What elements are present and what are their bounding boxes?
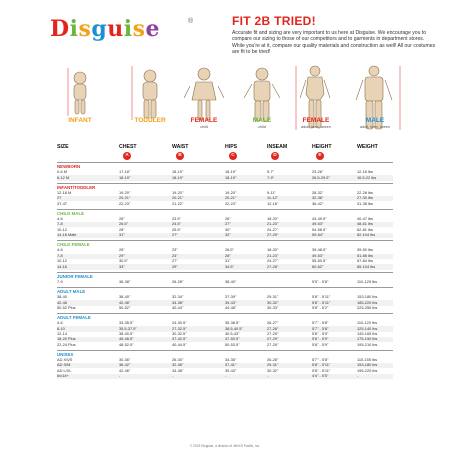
section-title: NEWBORN	[57, 164, 81, 169]
figure-sublabel: adult, teen, tween	[360, 124, 390, 129]
size-cell: 7-9	[57, 278, 63, 284]
measurement-cell: -	[119, 373, 121, 379]
measurement-cell: 20-21"	[172, 195, 184, 201]
measurement-cell: 35-38.5"	[225, 320, 240, 326]
measurement-cell: 153-180 lbs	[357, 294, 378, 300]
column-header: HIPS	[225, 144, 238, 150]
size-cell: 4-6	[57, 320, 63, 326]
measurement-cell: 26"	[119, 216, 125, 222]
size-cell: 50-52 Plus	[57, 304, 76, 310]
figure-label-text: FEMALE	[302, 117, 330, 124]
figure-label-text: MALE	[365, 117, 385, 124]
measurement-cell: 27-29"	[267, 330, 279, 336]
measurement-cell: 27-29"	[267, 232, 279, 238]
measurement-cell: 37-41"	[225, 362, 237, 368]
measurement-cell: 36-42"	[312, 200, 324, 206]
measurement-cell: 27-28"	[267, 325, 279, 331]
section-divider	[57, 287, 393, 288]
measurement-cell: 38.5-40.5"	[225, 325, 243, 331]
measurement-cell: 39-43"	[225, 299, 237, 305]
measurement-cell: 38-42"	[119, 362, 131, 368]
measurement-badge: E	[316, 152, 324, 160]
measurement-cell: 22-23"	[119, 200, 131, 206]
column-header: INSEAM	[267, 144, 288, 150]
infant-figure	[68, 68, 86, 116]
measurement-cell: 44-48"	[225, 304, 237, 310]
figure-label-text: MALE	[252, 117, 272, 124]
measurement-cell: 49-53"	[312, 221, 324, 227]
measurement-cell: 43-49.5"	[312, 216, 327, 222]
measurement-cell: 49-53"	[312, 252, 324, 258]
measurement-cell: 21-23"	[267, 252, 279, 258]
measurement-cell: 32-34"	[172, 294, 184, 300]
toddler-figure	[132, 66, 157, 120]
figure-label-text: INFANT	[68, 117, 92, 124]
measurement-cell: 54-58.5"	[312, 226, 327, 232]
size-cell: 8-10	[57, 325, 65, 331]
footer-copyright: © 2019 Disguise, a division of JAKKS Pacific, Inc.	[189, 444, 261, 448]
measurement-cell: 40-47 lbs	[357, 216, 374, 222]
measurement-cell: 7-9"	[267, 174, 275, 180]
measurement-cell: 28-32"	[312, 190, 324, 195]
measurement-cell: 18-19"	[172, 174, 184, 180]
measurement-cell: 48-61 lbs	[357, 221, 374, 227]
measurement-cell: 27-28"	[267, 263, 279, 269]
measurement-cell: 145-165 lbs	[357, 330, 378, 336]
measurement-cell: -	[172, 373, 174, 379]
section-divider	[57, 209, 393, 210]
size-cell: AD XS/S	[57, 357, 73, 362]
figure-sublabel: adult, teen, tween	[301, 124, 331, 129]
measurement-cell: 36-38"	[119, 278, 131, 284]
measurement-cell: 30.5"	[119, 258, 128, 264]
column-header: CHEST	[119, 144, 137, 150]
measurement-cell: 24.5"	[172, 221, 181, 227]
measurement-cell: 175-190 lbs	[357, 336, 378, 342]
measurement-cell: 24"	[172, 252, 178, 258]
measurement-cell: 39-50 lbs	[357, 247, 374, 253]
measurement-cell: 45-48.5"	[119, 336, 134, 342]
size-cell: 7-8	[57, 252, 63, 258]
measurement-cell: 33-35.5"	[119, 320, 134, 326]
figure-label	[120, 118, 180, 125]
measurement-cell: 33"	[119, 263, 125, 269]
section-divider	[57, 350, 393, 351]
measurement-cell: 32-36"	[172, 362, 184, 368]
size-cell: 18-20 Plus	[57, 336, 76, 342]
logo-letter: u	[107, 16, 124, 42]
column-header: HEIGHT	[312, 144, 332, 150]
section-divider	[57, 240, 393, 241]
column-header: SIZE	[57, 144, 69, 150]
size-cell: AD S/M	[57, 362, 71, 368]
section-title: CHILD MALE	[57, 210, 85, 216]
measurement-cell: 27-30 lbs	[357, 195, 374, 201]
size-cell: 6x/14+	[57, 373, 69, 379]
measurement-cell: 5'8" - 5'11"	[312, 299, 331, 305]
figure-label	[232, 118, 292, 129]
section-title: INFANT/TODDLER	[57, 184, 96, 190]
measurement-cell: 27-32.5"	[172, 325, 187, 331]
measurement-cell: 62-81 lbs	[357, 226, 374, 232]
measurement-cell: 38-40"	[225, 278, 237, 284]
measurement-cell: 34-38"	[172, 367, 184, 373]
measurement-cell: 30-33"	[267, 304, 279, 310]
size-cell: 3T-4T	[57, 200, 68, 206]
size-cell: 38-40	[57, 294, 67, 300]
logo-letter: i	[69, 16, 79, 42]
measurement-cell: 59-64"	[312, 232, 324, 238]
measurement-cell: 50-52"	[119, 304, 131, 310]
section-title: UNISEX	[57, 351, 74, 357]
measurement-cell: 18-19"	[119, 174, 131, 180]
measurement-cell: 17-18"	[119, 169, 131, 175]
headline: FIT 2B TRIED!	[232, 14, 316, 28]
measurement-cell: 24-27"	[267, 258, 279, 264]
measurement-cell: 32"	[225, 232, 231, 238]
measurement-cell: 28"	[119, 226, 125, 232]
measurement-cell: 30"	[225, 226, 231, 232]
measurement-cell: 30-36"	[119, 357, 131, 362]
size-cell: 2T	[57, 195, 62, 201]
measurement-cell: 67-84 lbs	[357, 258, 374, 264]
measurement-cell: 19-20"	[172, 190, 184, 195]
measurement-cell: 19-20"	[119, 190, 131, 195]
measurement-cell: 42-46"	[119, 367, 131, 373]
measurement-cell: 40-44"	[172, 304, 184, 310]
measurement-cell: 26"	[225, 216, 231, 222]
measurement-cell: 26-27"	[267, 320, 279, 326]
section-title: CHILD FEMALE	[57, 242, 90, 248]
section-divider	[57, 272, 393, 273]
size-cell: 42-46	[57, 299, 67, 305]
measurement-cell: 29"	[119, 252, 125, 258]
measurement-cell: 55-60.5"	[312, 258, 327, 264]
measurement-cell: 20-21"	[119, 195, 131, 201]
measurement-cell: 29-31"	[267, 294, 279, 300]
measurement-cell: 37-39"	[225, 294, 237, 300]
measurement-cell: 31-38 lbs	[357, 200, 374, 206]
logo-letter: e	[145, 16, 160, 42]
size-cell: AD L/XL	[57, 367, 72, 373]
measurement-cell: 5'8" - 6'2"	[312, 304, 329, 310]
measurement-cell: 16-20"	[267, 216, 279, 222]
measurement-cell: 21-22"	[172, 200, 184, 206]
measurement-cell: 9-11"	[267, 190, 276, 195]
measurement-cell: 225-250 lbs	[357, 304, 378, 310]
section-divider	[57, 313, 393, 314]
measurement-cell: 37-42.5"	[172, 336, 187, 342]
measurement-cell: 27"	[172, 258, 178, 264]
measurement-cell: 39-48.5"	[312, 247, 327, 253]
measurement-cell: 195-220 lbs	[357, 367, 378, 373]
measurement-cell: 23.5"	[172, 216, 181, 222]
size-cell: 12-14	[57, 330, 67, 336]
measurement-cell: 110-120 lbs	[357, 320, 378, 326]
size-cell: 4-6	[57, 216, 63, 222]
measurement-cell: 22-26 lbs	[357, 190, 374, 195]
figure-label	[174, 118, 234, 129]
measurement-cell: 30-32"	[267, 299, 279, 305]
intro-paragraph: Accurate fit and sizing are very important to us here at Disguise. We encourage you to compare our sizing to those of our competitors and to garments in department stores. While you're at it, compare our quality materials and construction as well! All our costumes are fit to be tried!	[232, 30, 436, 55]
measurement-cell: 18-19"	[172, 169, 184, 175]
figure-label-text: TODDLER	[134, 117, 166, 124]
measurement-cell: 125-140 lbs	[357, 325, 378, 331]
measurement-cell: 5'7" - 5'8"	[312, 325, 329, 331]
measurement-cell: 185-220 lbs	[357, 299, 378, 305]
measurement-cell: 5'7" - 5'8"	[312, 320, 329, 326]
measurement-cell: 50-53.5"	[225, 341, 240, 347]
measurement-cell: 38-40"	[119, 294, 131, 300]
size-cell: 6-12 M	[57, 174, 70, 180]
measurement-cell: 27-29"	[267, 341, 279, 347]
measurement-cell: 31"	[119, 232, 125, 238]
measurement-cell: -	[225, 373, 227, 379]
size-cell: 14-16 Male	[57, 232, 77, 238]
measurement-cell: 110-155 lbs	[357, 357, 378, 362]
measurement-cell: 28"	[225, 252, 231, 258]
size-cell: 10-12	[57, 258, 67, 264]
measurement-cell: 27-29"	[267, 336, 279, 342]
size-cell: 0-6 M	[57, 169, 67, 175]
measurement-cell: 11-12"	[267, 195, 279, 201]
measurement-cell: 27"	[172, 232, 178, 238]
figure-sublabel: child	[200, 124, 208, 129]
measurement-cell: 26-28"	[172, 278, 184, 284]
measurement-cell: 34-35"	[225, 357, 237, 362]
logo-letter: i	[123, 16, 133, 42]
measurement-cell: 110-125 lbs	[357, 278, 378, 284]
measurement-cell: 47-50.5"	[225, 336, 240, 342]
measurement-cell: 26.5-29.5"	[312, 174, 330, 180]
measurement-cell: 5'8" - 5'9"	[312, 341, 329, 347]
measurement-cell: 30-32"	[267, 367, 279, 373]
figure-sublabel: child	[258, 124, 266, 129]
measurement-cell: 18-19"	[225, 169, 237, 175]
measurement-cell: 22-23"	[225, 200, 237, 206]
figure-label	[50, 118, 110, 125]
measurement-cell: 12-16 lbs	[357, 169, 374, 175]
logo-letter: s	[78, 16, 92, 42]
measurement-cell: 20-21"	[225, 195, 237, 201]
column-header: WAIST	[172, 144, 189, 150]
disguise-logo	[50, 16, 200, 44]
measurement-cell: 48-52.5"	[119, 341, 134, 347]
registered-mark: ®	[188, 18, 194, 25]
measurement-cell: 5'8" - 5'11"	[312, 367, 331, 373]
measurement-cell: 38-40.5"	[119, 330, 134, 336]
measurement-cell: 18-19"	[225, 174, 237, 180]
measurement-cell: 26.5"	[119, 221, 128, 227]
measurement-cell: 5'8" - 5'9"	[312, 336, 329, 342]
measurement-badge: B	[176, 152, 184, 160]
measurement-cell: -	[267, 373, 269, 379]
measurement-cell: 51-66 lbs	[357, 252, 374, 258]
measurement-cell: 29"	[172, 263, 178, 269]
measurement-cell: 26-30"	[172, 357, 184, 362]
measurement-cell: 12-16"	[267, 200, 279, 206]
logo-letter: D	[50, 16, 70, 42]
measurement-cell: 5'8" - 5'9"	[312, 330, 329, 336]
measurement-cell: 60-62"	[312, 263, 324, 269]
measurement-cell: 23-26"	[312, 169, 324, 175]
measurement-cell: 39-43"	[225, 367, 237, 373]
measurement-cell: 153-180 lbs	[357, 362, 378, 368]
measurement-cell: 23"	[172, 247, 178, 253]
section-title: ADULT FEMALE	[57, 314, 91, 320]
measurement-cell: 24-30.5"	[172, 320, 187, 326]
figure-label	[286, 118, 346, 129]
female-child-figure	[184, 68, 224, 120]
size-cell: 12-18 M	[57, 190, 72, 195]
measurement-cell: 21-23"	[267, 221, 279, 227]
measurement-cell: 5-7"	[267, 169, 275, 175]
measurement-cell: 82-104 lbs	[357, 232, 376, 238]
figure-label-text: FEMALE	[190, 117, 218, 124]
measurement-cell: 16-20"	[267, 247, 279, 253]
measurement-cell: 30-32.5"	[172, 330, 187, 336]
measurement-cell: 40.5-43"	[225, 330, 240, 336]
measurement-cell: 34.5"	[225, 263, 234, 269]
measurement-cell: 32-36"	[312, 195, 324, 201]
measurement-cell: 25.5"	[172, 226, 181, 232]
measurement-cell: 5'8" - 5'11"	[312, 294, 331, 300]
measurement-badge: D	[271, 152, 279, 160]
section-divider	[57, 183, 393, 184]
logo-wordmark	[50, 16, 160, 42]
measurement-cell: 34-38"	[172, 299, 184, 305]
measurement-cell: 5'5" - 5'8"	[312, 278, 329, 284]
section-divider	[57, 162, 393, 163]
measurement-cell: 85-104 lbs	[357, 263, 376, 269]
logo-letter: g	[91, 16, 108, 42]
size-cell: 22-24 Plus	[57, 341, 76, 347]
measurement-cell: 16.5-22 lbs	[357, 174, 377, 180]
size-cell: 10-12	[57, 226, 67, 232]
measurement-cell: 195-210 lbs	[357, 341, 378, 347]
measurement-cell: 40-44.5"	[172, 341, 187, 347]
section-title: ADULT MALE	[57, 288, 86, 294]
male-child-figure	[244, 68, 280, 121]
section-title: JUNIOR FEMALE	[57, 273, 93, 279]
measurement-cell: 26"	[119, 247, 125, 253]
measurement-cell: 24-27"	[267, 226, 279, 232]
measurement-cell: 4'4" - 5'5"	[312, 373, 329, 379]
logo-letter: s	[132, 16, 146, 42]
figure-label	[345, 118, 405, 129]
column-header: WEIGHT	[357, 144, 378, 150]
measurement-cell: 19-20"	[225, 190, 237, 195]
measurement-cell: 5'8" - 5'11"	[312, 362, 331, 368]
measurement-cell: 26-28"	[267, 357, 279, 362]
measurement-cell: 29-31"	[267, 362, 279, 368]
measurement-badge: C	[229, 152, 237, 160]
measurement-cell: 5'7" - 5'8"	[312, 357, 329, 362]
measurement-cell: -	[357, 373, 359, 379]
measurement-cell: 26.5"	[225, 247, 234, 253]
measurement-cell: 27"	[225, 221, 231, 227]
measurement-badge: A	[123, 152, 131, 160]
size-cell: 7-8	[57, 221, 63, 227]
measurement-cell: 31"	[225, 258, 231, 264]
measurement-cell: 42-46"	[119, 299, 131, 305]
measurement-cell: 35.5-37.5"	[119, 325, 137, 331]
size-cell: 4-6	[57, 247, 63, 253]
size-cell: 14-16	[57, 263, 67, 269]
